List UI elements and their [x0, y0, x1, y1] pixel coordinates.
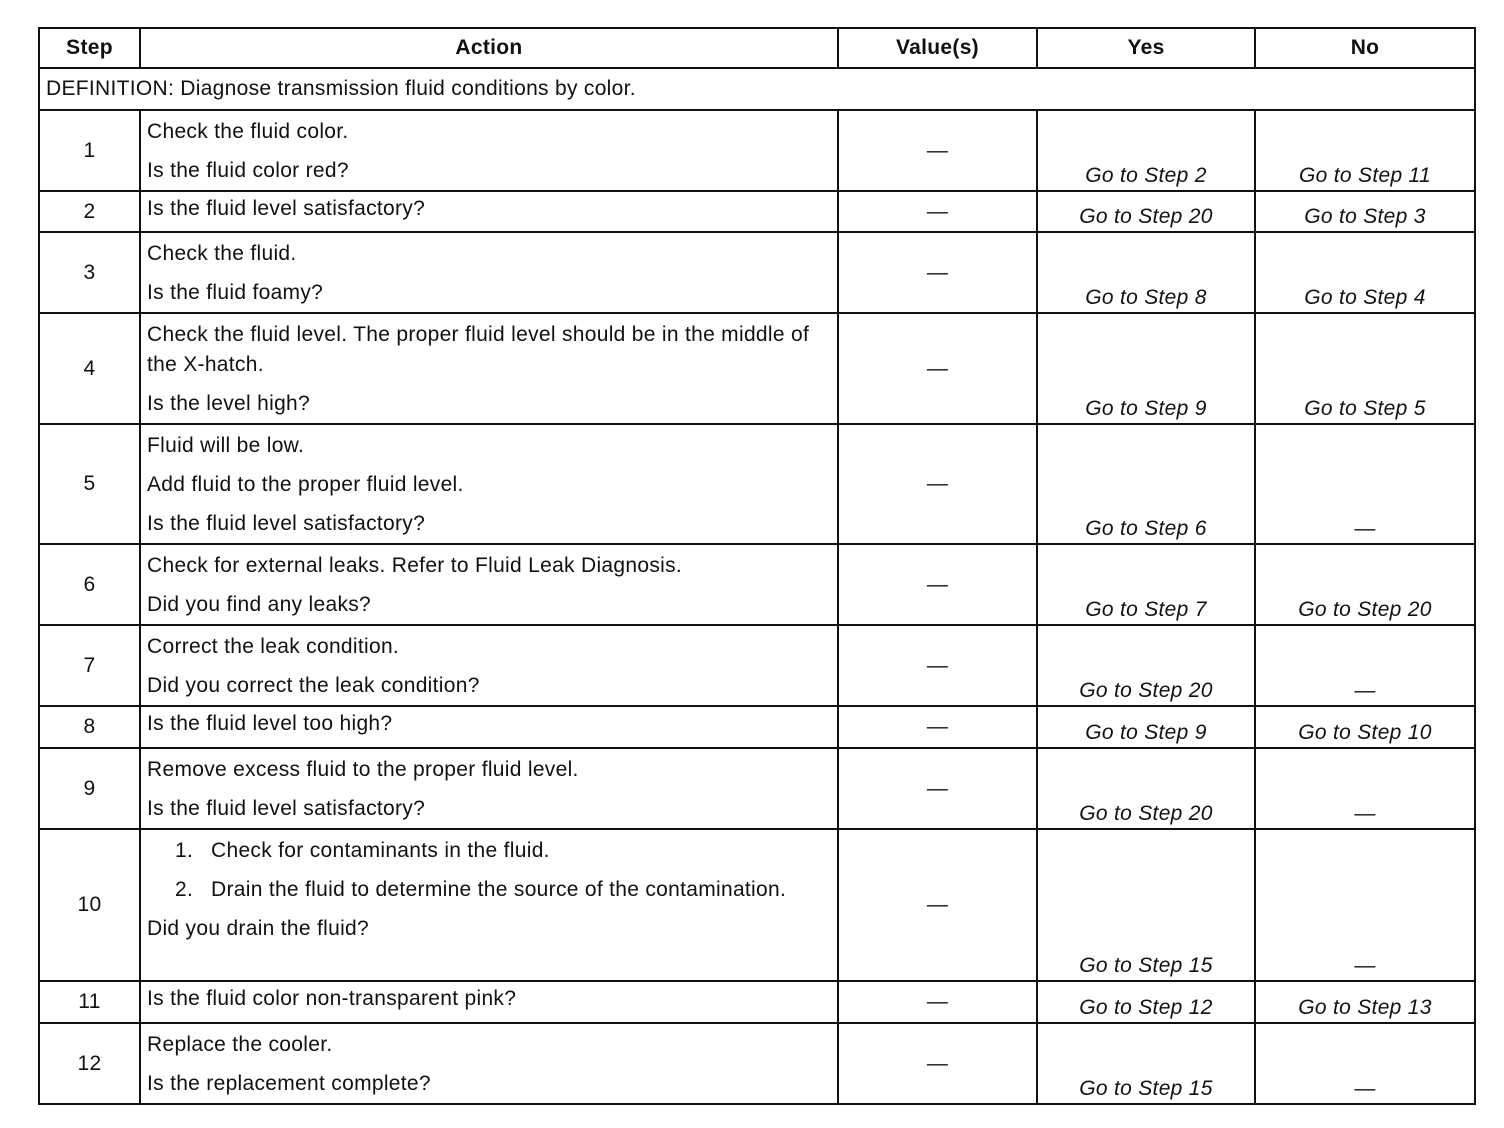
substep-number: 1.: [175, 839, 194, 862]
table-row: [39, 424, 1475, 544]
yes-cell: Go to Step 20: [1037, 625, 1255, 706]
no-cell: [1255, 1023, 1475, 1104]
table-row: [39, 313, 1475, 424]
action-line: Add fluid to the proper fluid level.: [147, 473, 464, 496]
value-cell: —: [838, 748, 1037, 829]
table-row: [39, 829, 1475, 981]
action-cell: [140, 424, 838, 544]
action-cell: [140, 313, 838, 424]
action-line: Check the fluid color.: [147, 120, 349, 143]
header-yes: Yes: [1037, 28, 1255, 68]
no-value: —: [1354, 679, 1376, 702]
no-value: —: [1354, 517, 1376, 540]
value-cell: —: [838, 981, 1037, 1023]
yes-cell: Go to Step 15: [1037, 1023, 1255, 1104]
action-line: Check for external leaks. Refer to Fluid Leak Diagnosis.: [147, 554, 683, 577]
yes-cell: Go to Step 2: [1037, 110, 1255, 191]
action-cell: [140, 625, 838, 706]
step-number: 2: [39, 191, 140, 232]
value-cell: —: [838, 829, 1037, 981]
action-line: Is the fluid level too high?: [147, 712, 393, 735]
action-line: Did you correct the leak condition?: [147, 674, 480, 697]
step-number: 10: [39, 829, 140, 981]
no-cell: [1255, 748, 1475, 829]
action-cell: [140, 191, 838, 232]
yes-cell: Go to Step 15: [1037, 829, 1255, 981]
step-number: 5: [39, 424, 140, 544]
yes-cell: Go to Step 9: [1037, 706, 1255, 748]
no-cell: Go to Step 13: [1255, 981, 1475, 1023]
table-row: [39, 748, 1475, 829]
value-cell: —: [838, 313, 1037, 424]
header-values: Value(s): [838, 28, 1037, 68]
action-line: Is the fluid foamy?: [147, 281, 324, 304]
no-cell: [1255, 625, 1475, 706]
table-row: [39, 110, 1475, 191]
yes-cell: Go to Step 8: [1037, 232, 1255, 313]
yes-cell: Go to Step 12: [1037, 981, 1255, 1023]
action-line: Is the fluid level satisfactory?: [147, 512, 426, 535]
value-cell: —: [838, 544, 1037, 625]
header-action: Action: [140, 28, 838, 68]
header-step: Step: [39, 28, 140, 68]
table-row: [39, 191, 1475, 232]
step-number: 6: [39, 544, 140, 625]
table-row: [39, 544, 1475, 625]
value-cell: —: [838, 424, 1037, 544]
action-cell: [140, 110, 838, 191]
action-line: Is the fluid level satisfactory?: [147, 797, 426, 820]
step-number: 4: [39, 313, 140, 424]
substep: [147, 875, 831, 905]
step-number: 7: [39, 625, 140, 706]
header-no: No: [1255, 28, 1475, 68]
action-line: Is the replacement complete?: [147, 1072, 431, 1095]
action-line: Did you drain the fluid?: [147, 917, 369, 940]
value-cell: —: [838, 706, 1037, 748]
no-cell: Go to Step 10: [1255, 706, 1475, 748]
yes-cell: Go to Step 20: [1037, 191, 1255, 232]
diagnostic-table: [38, 27, 1476, 1105]
substep-number: 2.: [175, 878, 194, 901]
action-cell: [140, 544, 838, 625]
action-line: Is the level high?: [147, 392, 311, 415]
action-line: Correct the leak condition.: [147, 635, 400, 658]
no-value: —: [1354, 1077, 1376, 1100]
value-cell: —: [838, 1023, 1037, 1104]
step-number: 3: [39, 232, 140, 313]
value-cell: —: [838, 110, 1037, 191]
value-cell: —: [838, 625, 1037, 706]
yes-cell: Go to Step 20: [1037, 748, 1255, 829]
no-cell: Go to Step 11: [1255, 110, 1475, 191]
no-cell: Go to Step 20: [1255, 544, 1475, 625]
action-cell: [140, 981, 838, 1023]
value-cell: —: [838, 232, 1037, 313]
substep-text: Check for contaminants in the fluid.: [211, 839, 550, 862]
no-cell: [1255, 829, 1475, 981]
action-cell: [140, 232, 838, 313]
action-cell: [140, 748, 838, 829]
no-cell: Go to Step 4: [1255, 232, 1475, 313]
action-line: Is the fluid color non-transparent pink?: [147, 987, 517, 1010]
action-line: Check the fluid.: [147, 242, 297, 265]
substep-text: Drain the fluid to determine the source of the contamination.: [211, 878, 787, 901]
action-line: Replace the cooler.: [147, 1033, 333, 1056]
no-cell: Go to Step 3: [1255, 191, 1475, 232]
no-cell: [1255, 424, 1475, 544]
substep: [147, 836, 831, 866]
header-row: [39, 28, 1475, 68]
action-line: Is the fluid level satisfactory?: [147, 197, 426, 220]
step-number: 1: [39, 110, 140, 191]
definition-row: [39, 68, 1475, 110]
table-row: [39, 706, 1475, 748]
table-row: [39, 625, 1475, 706]
yes-cell: Go to Step 9: [1037, 313, 1255, 424]
definition-text: DEFINITION: Diagnose transmission fluid conditions by color.: [39, 68, 1475, 110]
table-row: [39, 1023, 1475, 1104]
action-line: Is the fluid color red?: [147, 159, 349, 182]
action-line: Fluid will be low.: [147, 434, 305, 457]
step-number: 8: [39, 706, 140, 748]
no-value: —: [1354, 954, 1376, 977]
table-row: [39, 981, 1475, 1023]
yes-cell: Go to Step 6: [1037, 424, 1255, 544]
action-line: Check the fluid level. The proper fluid level should be in the middle of the X-hatch.: [147, 323, 810, 376]
no-cell: Go to Step 5: [1255, 313, 1475, 424]
action-cell: [140, 1023, 838, 1104]
no-value: —: [1354, 802, 1376, 825]
action-line: Remove excess fluid to the proper fluid level.: [147, 758, 579, 781]
action-cell: [140, 829, 838, 981]
action-line: Did you find any leaks?: [147, 593, 372, 616]
value-cell: —: [838, 191, 1037, 232]
table-row: [39, 232, 1475, 313]
step-number: 12: [39, 1023, 140, 1104]
yes-cell: Go to Step 7: [1037, 544, 1255, 625]
step-number: 9: [39, 748, 140, 829]
step-number: 11: [39, 981, 140, 1023]
action-cell: [140, 706, 838, 748]
